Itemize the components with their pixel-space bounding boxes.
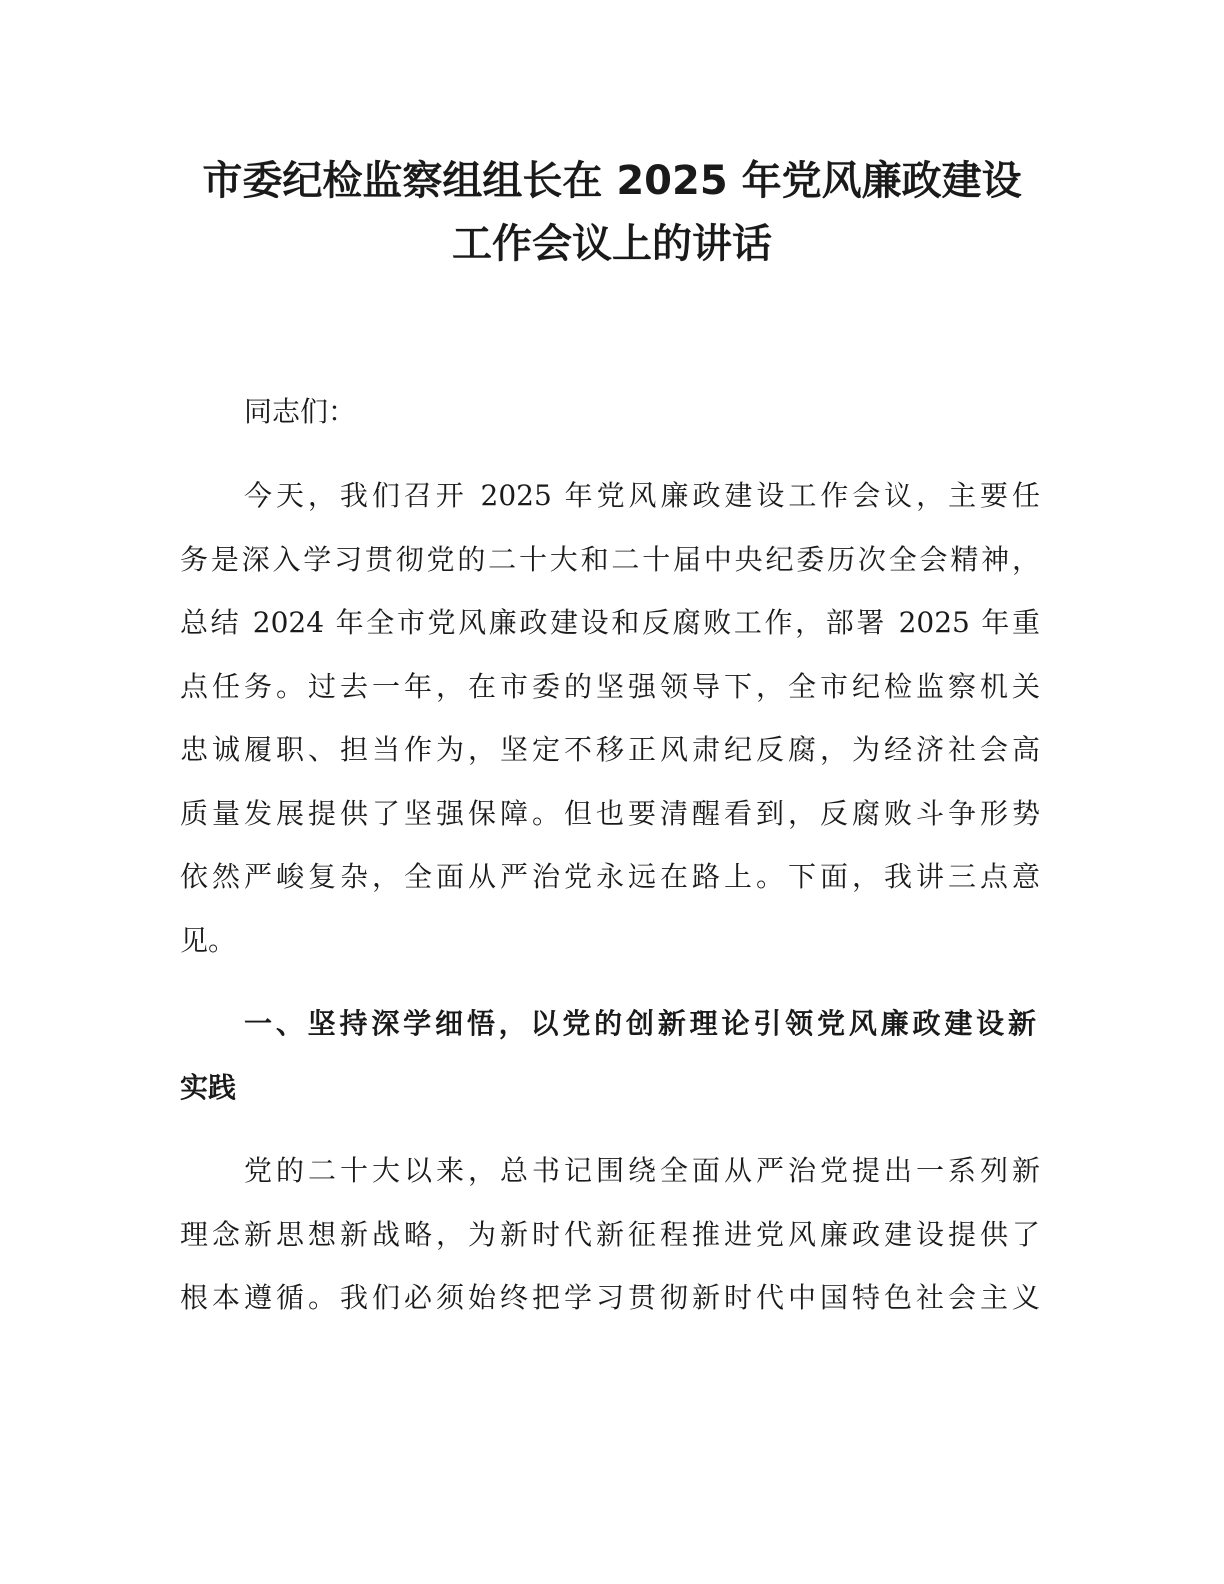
paragraph-2-line-3: 根本遵循。我们必须始终把学习贯彻新时代中国特色社会主义 (180, 1281, 1040, 1314)
section-1-heading-line-1: 一、坚持深学细悟，以党的创新理论引领党风廉政建设新 (244, 1007, 1036, 1040)
section-1-heading-line-2: 实践 (180, 1071, 237, 1104)
document-title-line-2: 工作会议上的讲话 (452, 221, 772, 267)
document-title-line-1: 市委纪检监察组组长在 2025 年党风廉政建设 (202, 158, 1022, 204)
paragraph-1-line-6: 质量发展提供了坚强保障。但也要清醒看到，反腐败斗争形势 (180, 797, 1040, 830)
paragraph-2-line-1: 党的二十大以来，总书记围绕全面从严治党提出一系列新 (244, 1154, 1040, 1187)
paragraph-2-line-2: 理念新思想新战略，为新时代新征程推进党风廉政建设提供了 (180, 1218, 1040, 1251)
paragraph-1-line-7: 依然严峻复杂，全面从严治党永远在路上。下面，我讲三点意 (180, 860, 1040, 893)
paragraph-1-line-3: 总结 2024 年全市党风廉政建设和反腐败工作，部署 2025 年重 (180, 606, 1040, 639)
paragraph-1-line-1: 今天，我们召开 2025 年党风廉政建设工作会议，主要任 (244, 479, 1040, 512)
paragraph-1-line-8: 见。 (180, 924, 237, 957)
paragraph-1-line-2: 务是深入学习贯彻党的二十大和二十届中央纪委历次全会精神， (180, 543, 1040, 576)
paragraph-1-line-5: 忠诚履职、担当作为，坚定不移正风肃纪反腐，为经济社会高 (180, 733, 1040, 766)
salutation: 同志们： (244, 395, 357, 428)
paragraph-1-line-4: 点任务。过去一年，在市委的坚强领导下，全市纪检监察机关 (180, 670, 1040, 703)
